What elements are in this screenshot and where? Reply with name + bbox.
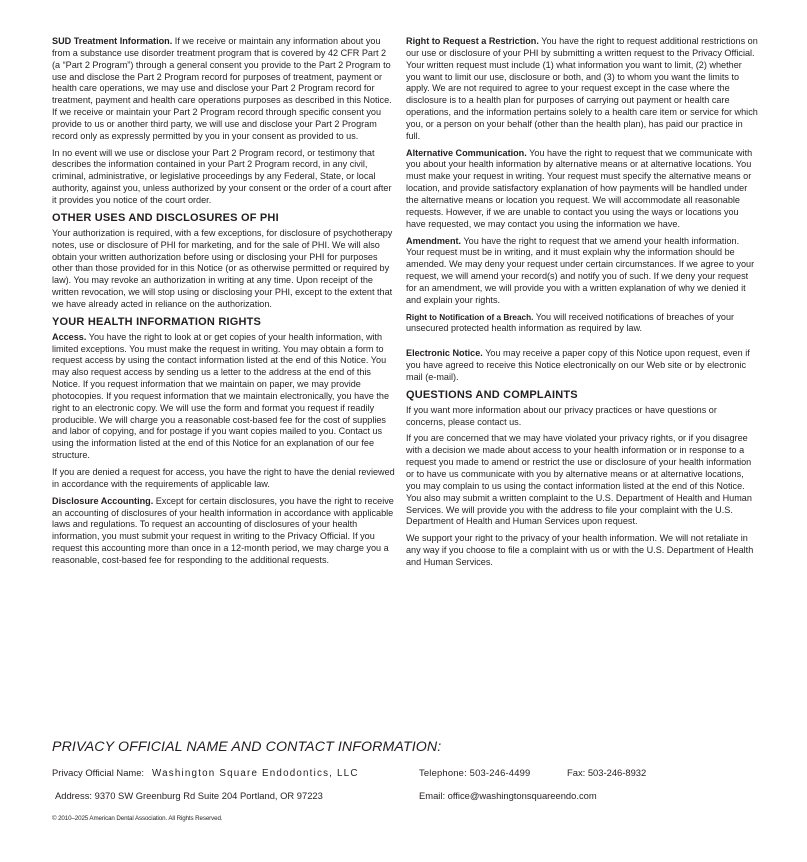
breach-lead: Right to Notification of a Breach. (406, 312, 534, 322)
disclosure-accounting-text: Except for certain disclosures, you have the right to receive an accounting of disclosures of your health information in accordance with applicable laws and regulations. To request an accounting of disclosures of your health information, you must submit your request in writing to the Privacy Official. If you request this accounting more than once in a 12-month period, we may charge you a reasonable, cost-based fee for responding to the additional requests. (52, 495, 394, 565)
alternative-communication-lead: Alternative Communication. (406, 147, 527, 158)
address: Address: 9370 SW Greenburg Rd Suite 204 Portland, OR 97223 (55, 790, 323, 801)
fax: Fax: 503-246-8932 (567, 767, 647, 778)
electronic-notice-text: You may receive a paper copy of this Notice upon request, even if you have agreed to receive this Notice electronically on our Web site or by electronic mail (e-mail). (406, 348, 750, 382)
breach-text: You will received notifications of breaches of your unsecured protected health information as required by law. (406, 311, 735, 334)
sud-treatment-lead: SUD Treatment Information. (52, 36, 173, 46)
restriction-text: You have the right to request additional restrictions on our use or disclosure of your PHI by submitting a written request to the Privacy Official. Your written request must include (1) what information you want to limit, (2) whether you want to limit our use, disclosure or both, and (3) to whom you want the limits to apply. We are not required to agree to your request except in the case where the disclosure is to a health plan for purposes of carrying out payment or health care operations, and the information pertains solely to a health care item or service for which you, or a person on your behalf (other than the health plan), has paid our practice in full. (406, 36, 758, 141)
other-uses-heading: OTHER USES AND DISCLOSURES OF PHI (52, 211, 279, 224)
sud-treatment-text: If we receive or maintain any information about you from a substance use disorder treatment program that is covered by 42 CFR Part 2 (a “Part 2 Program”) through a general consent you provide to the Part 2 Program to use and disclose the Part 2 Program record for purposes of treatment, payment or health care operations, we may use and disclose your Part 2 Program record for treatment, payment and health care operations purposes as described in this Notice. If we receive or maintain your Part 2 Program record through specific consent you provide to us or another third party, we will use and disclose your Part 2 Program record only as expressly permitted by you in your consent as provided to us. (52, 36, 392, 141)
no-event-paragraph: In no event will we use or disclose your Part 2 Program record, or testimony that describes the information contained in your Part 2 Program record, in any civil, criminal, administrative, or legislative proceedings by any Federal, State, or local authority, against you, unless authorized by your consent or the order of a court after it provides you notice of the court order. (52, 147, 392, 205)
sud-treatment-paragraph (52, 36, 396, 143)
amendment-lead: Amendment. (406, 235, 462, 246)
alternative-communication-paragraph (406, 148, 758, 231)
access-paragraph (52, 332, 396, 462)
restriction-lead: Right to Request a Restriction. (406, 36, 539, 46)
disclosure-accounting-paragraph (52, 496, 396, 567)
privacy-official-name-row (52, 767, 359, 779)
privacy-official-name-label: Privacy Official Name: (52, 767, 145, 778)
spacer (406, 340, 758, 348)
privacy-official-name-value: Washington Square Endodontics, LLC (152, 768, 359, 779)
questions-paragraph: If you want more information about our privacy practices or have questions or concerns, please contact us. (406, 404, 717, 427)
access-lead: Access. (52, 331, 87, 342)
breach-paragraph (406, 312, 758, 336)
amendment-paragraph (406, 236, 758, 307)
concerned-paragraph: If you are concerned that we may have violated your privacy rights, or if you disagree with a decision we made about access to your health information or in response to a request you made to amend or restrict the use or disclosure of your health information or to have us communicate with you by alternative means or at alternative locations, you may complain to us using the contact information listed at the end of this Notice. You also may submit a written complaint to the U.S. Department of Health and Human Services. We will provide you with the address to file your complaint with the U.S. Department of Health and Human Services upon request. (406, 433, 752, 527)
left-column (52, 36, 396, 572)
telephone: Telephone: 503-246-4499 (419, 767, 531, 778)
support-paragraph: We support your right to the privacy of your health information. We will not retaliate in any way if you choose to file a complaint with us or with the U.S. Department of Health and Human Services. (406, 533, 754, 567)
copyright: © 2010–2025 American Dental Association. All Rights Reserved. (52, 815, 223, 822)
amendment-text: You have the right to request that we amend your health information. Your request must be in writing, and it must explain why the information should be amended. We may deny your request under certain circumstances. If we agree to your request, we will amend your record(s) and notify you of such. If we deny your request for an amendment, we will provide you with a written explanation of why we denied it and explain your rights. (406, 235, 755, 305)
electronic-notice-paragraph (406, 348, 758, 384)
other-uses-paragraph: Your authorization is required, with a few exceptions, for disclosure of psychotherapy notes, use or disclosure of PHI for marketing, and for the sale of PHI. We will also obtain your written authorization before using or disclosing your PHI for purposes other than those provided for in this Notice (or as otherwise permitted or required by law). You may revoke an authorization in writing at any time. Upon receipt of the written revocation, we will stop using or disclosing your PHI, except to the extent that we have already acted in reliance on the authorization. (52, 227, 393, 309)
disclosure-accounting-lead: Disclosure Accounting. (52, 495, 154, 506)
privacy-official-heading: PRIVACY OFFICIAL NAME AND CONTACT INFORMATION: (52, 739, 442, 755)
rights-heading: YOUR HEALTH INFORMATION RIGHTS (52, 315, 262, 328)
questions-heading: QUESTIONS AND COMPLAINTS (406, 388, 578, 401)
restriction-paragraph (406, 36, 758, 143)
denied-paragraph: If you are denied a request for access, you have the right to have the denial reviewed in accordance with the requirements of applicable law. (52, 467, 395, 489)
access-text: You have the right to look at or get copies of your health information, with limited exceptions. You must make the request in writing. You may obtain a form to request access by using the contact information listed at the end of this Notice. You may also request access by sending us a letter to the address at the end of this Notice. If you request information that we maintain on paper, we may provide photocopies. If you request information that we maintain electronically, you have the right to an electronic copy. We will use the form and format you request if readily producible. We will charge you a reasonable cost-based fee for the cost of supplies and labor of copying, and for postage if you want copies mailed to you. Contact us using the information listed at the end of this Notice for an explanation of our fee structure. (52, 331, 389, 461)
electronic-notice-lead: Electronic Notice. (406, 348, 483, 359)
email: Email: office@washingtonsquareendo.com (419, 790, 597, 801)
alternative-communication-text: You have the right to request that we communicate with you about your health information by alternative means or at alternative locations. You must make your request in writing. Your request must specify the alternative means or location, and provide satisfactory explanation of how payments will be handled under the alternative means or location you request. We will accommodate all reasonable requests. However, if we are unable to contact you using the ways or locations you have requested, we may contact you using the information we have. (406, 147, 753, 229)
right-column (406, 36, 758, 574)
